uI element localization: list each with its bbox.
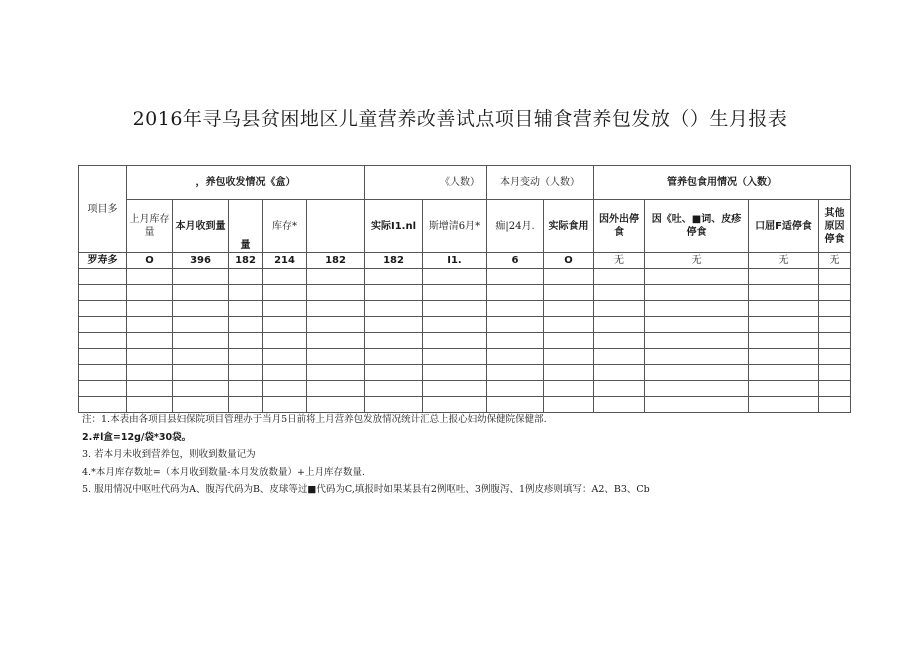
cell-last-stock: O [127,253,173,269]
subheader-actual-eat: 实际食用 [544,200,594,253]
cell-new-added: I1. [423,253,487,269]
table-row [79,253,851,269]
cell-actual-eat: O [544,253,594,269]
cell-stop-wait: 无 [749,253,819,269]
empty-table-row [79,349,851,365]
subheader-stop-other: 其他原因停食 [819,200,851,253]
subheader-received: 本月收到量 [173,200,229,253]
subheader-sick: 痂|24月. [487,200,544,253]
subheader-new-added: 斯增清6月* [423,200,487,253]
note-line: 5. 服用情况中呕吐代码为A、腹泻代码为B、皮球等过■代码为C,填报时如果某县有2例呕吐、3例腹泻、1例皮疹则填写：A2、B3、Cb [82,484,650,495]
subheader-last-stock: 上月库存量 [127,200,173,253]
empty-table-row [79,365,851,381]
report-table [78,165,851,413]
cell-stop-vomit: 无 [645,253,749,269]
empty-table-row [79,333,851,349]
empty-table-row [79,301,851,317]
header-item: 项目多 [79,166,127,253]
header-change-group: 本月变动（人数） [487,166,594,200]
subheader-actual: 实际I1.nl [365,200,423,253]
cell-sick: 6 [487,253,544,269]
empty-table-row [79,285,851,301]
report-title: 2016年寻乌县贫困地区儿童营养改善试点项目辅食营养包发放（）生月报表 [132,108,788,130]
empty-table-row [79,317,851,333]
note-line: 3. 若本月未收到营养包，则收到数量记为 [82,449,256,460]
cell-actual: 182 [365,253,423,269]
header-usage-group: 管养包食用情况（入数） [594,166,851,200]
header-receive-group: ，养包收发情况《盒） [127,166,365,200]
subheader-stop-vomit: 因《吐、■词、皮疹停食 [645,200,749,253]
header-people-group: 《人数） [365,166,487,200]
cell-stop-other: 无 [819,253,851,269]
note-line: 2.#l盒=12g/袋*30袋。 [82,431,192,443]
note-line: 4.*本月库存数址=（本月收到数量-本月发放数量）+上月库存数量. [82,466,365,478]
cell-stop-out: 无 [594,253,645,269]
subheader-blank: 量 [229,200,263,253]
cell-received: 396 [173,253,229,269]
empty-table-row [79,381,851,397]
empty-table-row [79,269,851,285]
subheader-stock: 库存* [263,200,307,253]
cell-col5: 182 [307,253,365,269]
note-line: 注：1.本表由各项目县妇保院项目管理办于当月5日前将上月营养包发放情况统计汇总上报心妇幼保健院保健部. [82,414,547,425]
subheader-stop-out: 因外出停食 [594,200,645,253]
row-county: 罗寿多 [79,253,127,269]
notes-section [82,411,862,499]
cell-col3: 182 [229,253,263,269]
cell-stock: 214 [263,253,307,269]
subheader-stop-wait: 口屈F适停食 [749,200,819,253]
subheader-empty [307,200,365,253]
